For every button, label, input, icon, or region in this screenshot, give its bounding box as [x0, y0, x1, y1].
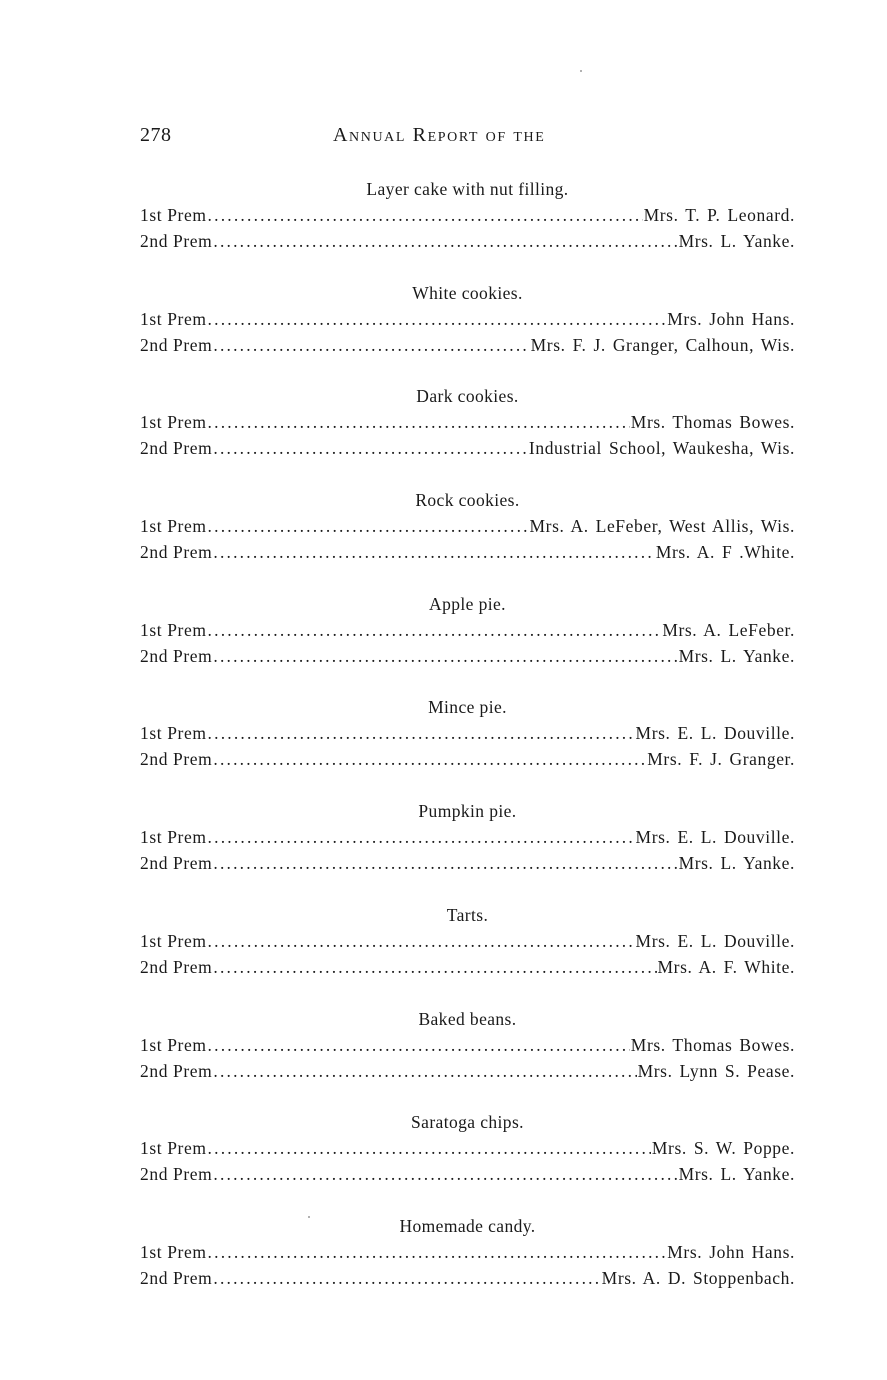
- winner-name: Mrs. Thomas Bowes.: [630, 1034, 795, 1055]
- category-title: Saratoga chips.: [411, 1112, 524, 1133]
- premium-entry: [140, 1265, 795, 1291]
- winner-name: Mrs. Thomas Bowes.: [630, 412, 795, 433]
- winner-name: Mrs. E. L. Douville.: [635, 930, 795, 951]
- category-section: [140, 1213, 795, 1317]
- winner-name: Mrs. L. Yanke.: [678, 853, 795, 874]
- premium-entry: [140, 928, 795, 954]
- premium-rank: 2nd Prem: [140, 749, 213, 770]
- premium-rank: 2nd Prem: [140, 334, 213, 355]
- premium-rank: 2nd Prem: [140, 231, 213, 251]
- winner-name: Mrs. L. Yanke.: [678, 231, 795, 251]
- premium-rank: 1st Prem: [140, 1034, 207, 1055]
- premium-rank: 2nd Prem: [140, 1164, 213, 1185]
- winner-name: Mrs. E. L. Douville.: [635, 723, 795, 744]
- winner-name: Mrs. F. J. Granger, Calhoun, Wis.: [530, 334, 795, 355]
- winner-name: Mrs. John Hans.: [667, 1241, 795, 1262]
- premium-rank: 1st Prem: [140, 308, 207, 329]
- dot-leader: [213, 1265, 600, 1291]
- premium-entry: [140, 202, 795, 228]
- category-section: [140, 383, 795, 487]
- premium-entry: [140, 513, 795, 539]
- premium-entry: [140, 1239, 795, 1265]
- dot-leader: [208, 720, 635, 746]
- premium-rank: 1st Prem: [140, 930, 207, 951]
- premium-entry: [140, 306, 795, 332]
- premium-rank: 2nd Prem: [140, 542, 213, 563]
- premium-entry: [140, 332, 795, 358]
- category-section: [140, 694, 795, 798]
- category-title: Homemade candy.: [399, 1215, 536, 1236]
- dot-leader: [213, 954, 656, 980]
- category-section: [140, 1006, 795, 1110]
- premium-entry: [140, 539, 795, 565]
- running-head: Annual Report of the: [333, 124, 546, 146]
- premium-rank: 1st Prem: [140, 1241, 207, 1262]
- premium-rank: 2nd Prem: [140, 853, 213, 874]
- dot-leader: [208, 617, 662, 643]
- dot-leader: [213, 1058, 636, 1084]
- premium-entry: [140, 643, 795, 669]
- premium-rank: 2nd Prem: [140, 956, 213, 977]
- premium-entry: [140, 228, 795, 254]
- premium-rank: 1st Prem: [140, 516, 207, 537]
- dot-leader: [213, 1161, 677, 1187]
- winner-name: Mrs. L. Yanke.: [678, 1164, 795, 1185]
- winner-name: Mrs. L. Yanke.: [678, 645, 795, 666]
- category-section: [140, 902, 795, 1006]
- premium-entry: [140, 1135, 795, 1161]
- dot-leader: [208, 513, 529, 539]
- premium-rank: 1st Prem: [140, 205, 207, 225]
- page-header: [140, 124, 795, 154]
- dot-leader: [213, 746, 646, 772]
- premium-entry: [140, 746, 795, 772]
- winner-name: Mrs. A. LeFeber.: [662, 619, 795, 640]
- dot-leader: [213, 332, 529, 358]
- premium-entry: [140, 850, 795, 876]
- premium-rank: 2nd Prem: [140, 438, 213, 459]
- winner-name: Mrs. T. P. Leonard.: [643, 205, 795, 225]
- premium-rank: 2nd Prem: [140, 1267, 213, 1288]
- premium-entry: [140, 720, 795, 746]
- category-title: Pumpkin pie.: [418, 801, 517, 822]
- premium-rank: 1st Prem: [140, 723, 207, 744]
- premium-entry: [140, 435, 795, 461]
- category-title: Apple pie.: [429, 593, 506, 614]
- premium-entry: [140, 1058, 795, 1084]
- dot-leader: [208, 409, 630, 435]
- dot-leader: [208, 306, 667, 332]
- premium-rank: 1st Prem: [140, 827, 207, 848]
- premium-entry: [140, 1161, 795, 1187]
- premium-rank: 2nd Prem: [140, 645, 213, 666]
- winner-name: Mrs. A. LeFeber, West Allis, Wis.: [529, 516, 795, 537]
- premium-rank: 1st Prem: [140, 619, 207, 640]
- dot-leader: [208, 824, 635, 850]
- premium-entry: [140, 824, 795, 850]
- category-title: Baked beans.: [418, 1008, 517, 1029]
- dot-leader: [213, 850, 677, 876]
- winner-name: Mrs. E. L. Douville.: [635, 827, 795, 848]
- category-section: [140, 176, 795, 280]
- premium-rank: 1st Prem: [140, 1138, 207, 1159]
- premium-entry: [140, 954, 795, 980]
- premium-rank: 2nd Prem: [140, 1060, 213, 1081]
- winner-name: Mrs. Lynn S. Pease.: [637, 1060, 795, 1081]
- dot-leader: [213, 435, 528, 461]
- category-section: [140, 798, 795, 902]
- winner-name: Industrial School, Waukesha, Wis.: [528, 438, 795, 459]
- category-section: [140, 280, 795, 384]
- paper-speck: [580, 70, 582, 72]
- category-section: [140, 1109, 795, 1213]
- category-section: [140, 487, 795, 591]
- premium-entry: [140, 1032, 795, 1058]
- category-title: Dark cookies.: [416, 386, 519, 407]
- winner-name: Mrs. F. J. Granger.: [647, 749, 795, 770]
- category-section: [140, 591, 795, 695]
- winner-name: Mrs. A. F .White.: [655, 542, 795, 563]
- category-title: Mince pie.: [428, 697, 507, 718]
- category-title: Layer cake with nut filling.: [366, 179, 569, 199]
- winner-name: Mrs. A. D. Stoppenbach.: [601, 1267, 795, 1288]
- dot-leader: [208, 202, 643, 228]
- premium-entry: [140, 409, 795, 435]
- dot-leader: [208, 928, 635, 954]
- winner-name: Mrs. S. W. Poppe.: [651, 1138, 795, 1159]
- page-number: 278: [140, 124, 172, 146]
- premium-entry: [140, 617, 795, 643]
- dot-leader: [208, 1239, 667, 1265]
- category-title: Tarts.: [446, 904, 489, 925]
- premium-list: [140, 176, 795, 1317]
- dot-leader: [213, 643, 677, 669]
- premium-rank: 1st Prem: [140, 412, 207, 433]
- category-title: Rock cookies.: [415, 490, 520, 511]
- dot-leader: [208, 1032, 630, 1058]
- dot-leader: [213, 228, 677, 254]
- dot-leader: [208, 1135, 651, 1161]
- winner-name: Mrs. John Hans.: [667, 308, 795, 329]
- category-title: White cookies.: [412, 282, 523, 303]
- dot-leader: [213, 539, 654, 565]
- winner-name: Mrs. A. F. White.: [657, 956, 795, 977]
